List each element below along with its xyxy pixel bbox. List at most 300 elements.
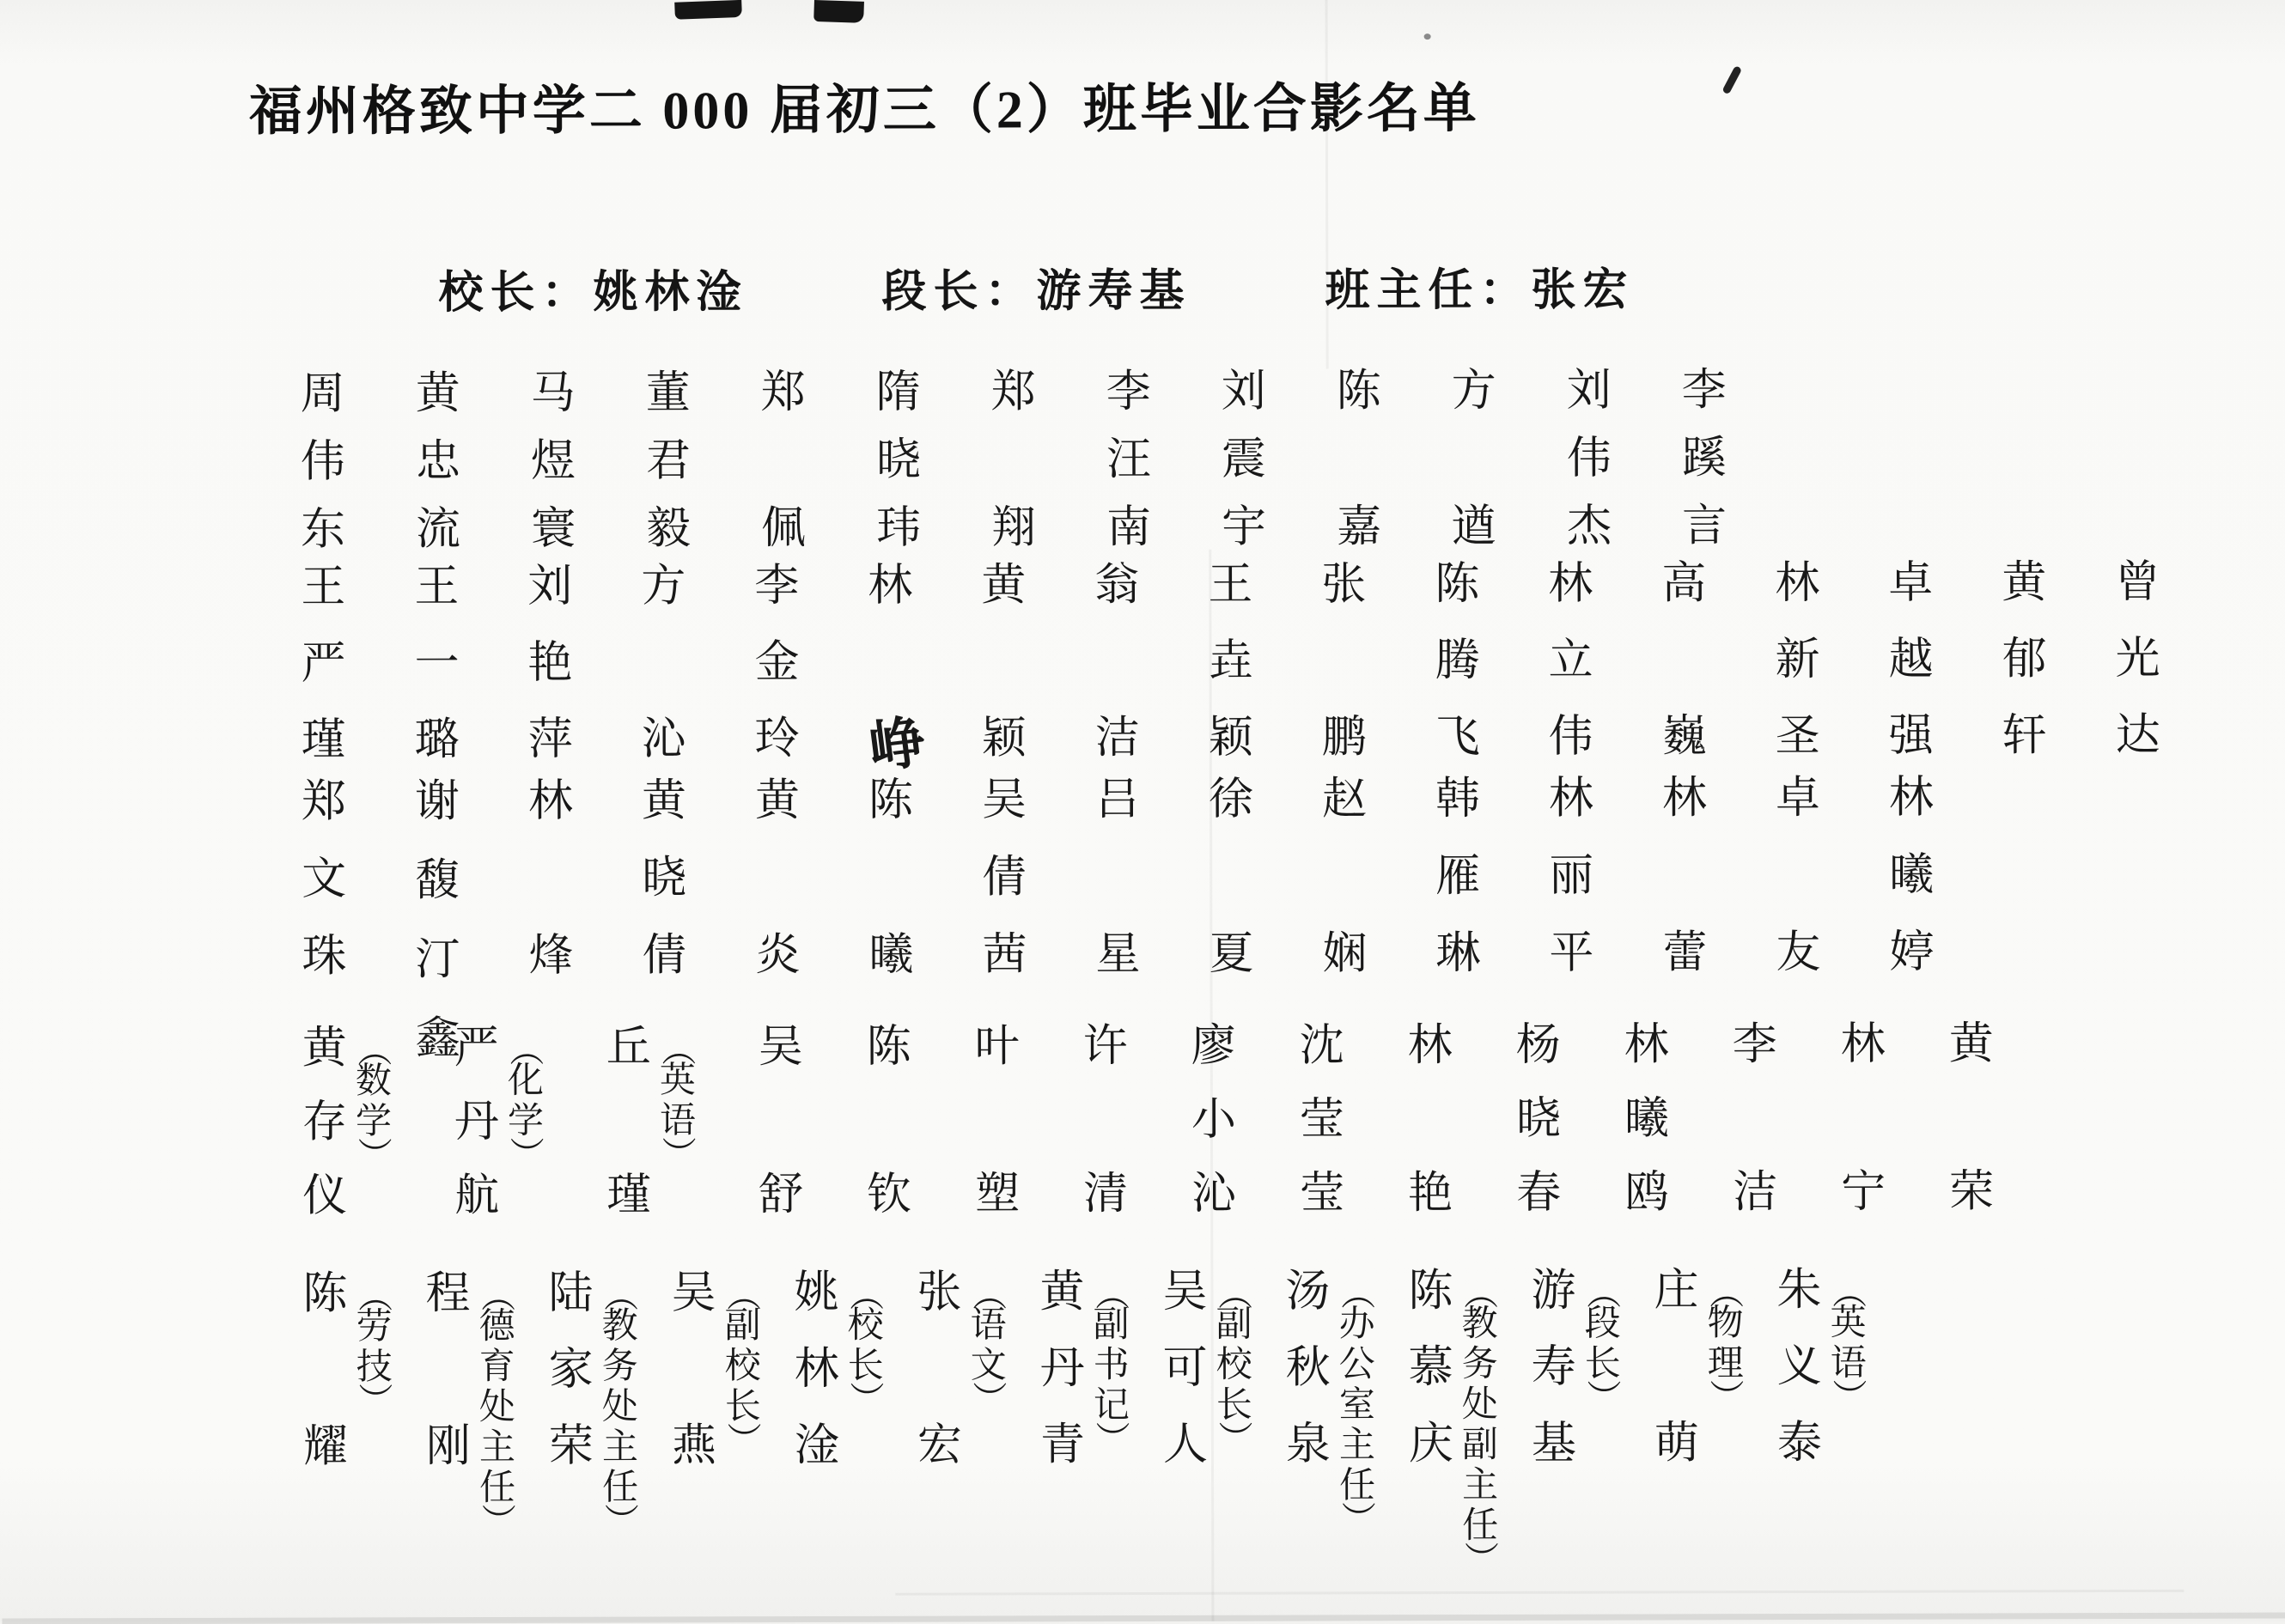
name-character: 鸥: [1624, 1168, 1670, 1218]
name-character: 颖: [1208, 713, 1253, 763]
name-character: 洁: [1094, 714, 1140, 763]
role-character: 英: [1830, 1303, 1867, 1343]
student-entry: [1319, 776, 1370, 977]
role-character: 处: [1461, 1384, 1498, 1426]
name-character: 烽: [528, 931, 574, 981]
name-character: 陈: [1336, 367, 1381, 417]
student-entry: [1206, 777, 1257, 978]
student-name: [525, 564, 576, 763]
name-character: 一: [414, 639, 460, 689]
vertical-paren: （: [845, 1276, 886, 1311]
role-character: 教: [1461, 1304, 1498, 1345]
role-character: 处: [478, 1387, 515, 1428]
name-character: 仪: [302, 1171, 348, 1221]
student-entry: [756, 1025, 807, 1219]
student-entry: [979, 777, 1030, 978]
role-character: 理: [1707, 1344, 1744, 1384]
vertical-paren: ）: [1829, 1378, 1868, 1414]
student-entry: [972, 1024, 1023, 1218]
name-character: 友: [1776, 928, 1821, 978]
role-label: [722, 1276, 763, 1469]
scan-artifact-tick: [1721, 65, 1742, 94]
role-character: 任: [1338, 1466, 1376, 1506]
name-character: 黄: [302, 1024, 347, 1074]
vertical-paren: （: [1337, 1274, 1377, 1310]
role-character: 技: [356, 1347, 393, 1388]
name-character: 立: [1548, 636, 1593, 685]
name-character: 卓: [1775, 773, 1821, 824]
student-entry: [1660, 776, 1710, 976]
student-name: [1432, 559, 1483, 763]
vertical-paren: ）: [1583, 1379, 1623, 1414]
vertical-paren: ）: [1706, 1378, 1746, 1414]
student-name: [1081, 1024, 1131, 1218]
student-name: [1104, 369, 1155, 551]
student-name: [1838, 1019, 1889, 1217]
name-character: 杨: [1515, 1020, 1561, 1070]
role-label: [354, 1277, 394, 1470]
name-character: 垚: [1208, 636, 1253, 686]
name-character: 星: [1095, 930, 1141, 980]
name-character: 吴: [981, 776, 1027, 825]
role-character: 段: [1584, 1304, 1621, 1344]
student-entry: [639, 778, 690, 979]
student-entry: [452, 1025, 546, 1220]
name-character: 南: [1106, 502, 1152, 553]
student-name: [1514, 1020, 1564, 1218]
vertical-paren: ）: [658, 1135, 698, 1171]
student-entry: [1999, 560, 2050, 759]
name-character: 春: [1516, 1168, 1562, 1218]
name-character: 李: [1681, 366, 1727, 416]
vertical-paren: ）: [723, 1421, 763, 1457]
staff-name: [545, 1268, 596, 1471]
role-character: 任: [478, 1468, 516, 1509]
student-entry: [1773, 773, 1824, 978]
role-label: [1828, 1274, 1868, 1467]
class-teacher-label: 班主任：张宏: [1325, 265, 1635, 316]
name-character: 基: [1531, 1419, 1577, 1469]
name-character: 泰: [1776, 1418, 1823, 1469]
name-character: 丹: [1039, 1344, 1085, 1394]
name-character: 陈: [866, 1022, 911, 1072]
role-label: [1214, 1275, 1254, 1469]
name-character: 金: [754, 638, 800, 688]
role-character: 物: [1707, 1304, 1744, 1344]
student-name: [643, 370, 694, 552]
name-character: 萍: [527, 715, 573, 764]
vertical-paren: ）: [600, 1503, 640, 1538]
staff-entry: [1528, 1268, 1623, 1468]
name-character: 毅: [646, 504, 692, 554]
name-character: 曦: [1624, 1094, 1670, 1144]
name-character: 隋: [875, 368, 921, 417]
staff-name: [300, 1271, 350, 1470]
role-character: 校: [724, 1347, 761, 1387]
role-label: [1091, 1275, 1131, 1469]
name-character: 方: [641, 562, 686, 611]
student-name: [1999, 560, 2050, 759]
name-character: 琳: [1435, 928, 1481, 979]
student-entry: [604, 1025, 698, 1219]
student-entry: [1433, 776, 1484, 977]
role-label: [1582, 1274, 1623, 1468]
name-character: 晓: [642, 854, 687, 903]
student-entry: [412, 779, 463, 1062]
vertical-paren: ）: [506, 1136, 545, 1171]
student-name: [1947, 1021, 1997, 1215]
staff-name: [1528, 1268, 1579, 1468]
name-character: 伟: [1548, 712, 1593, 762]
role-character: 记: [1093, 1386, 1130, 1426]
name-character: 小: [1191, 1095, 1237, 1145]
name-character: 黄: [2002, 558, 2047, 608]
name-character: 林: [527, 776, 574, 826]
name-character: 存: [302, 1098, 348, 1147]
student-entry: [1947, 1021, 1997, 1215]
student-name: [1205, 560, 1256, 763]
name-character: 陆: [548, 1268, 594, 1318]
name-character: 林: [868, 561, 913, 611]
name-character: 珠: [302, 932, 347, 982]
name-character: 周: [300, 369, 345, 419]
student-name: [753, 778, 803, 979]
name-character: 李: [754, 562, 800, 611]
staff-entry: [300, 1271, 394, 1470]
name-character: 晓: [875, 435, 922, 485]
name-character: 遒: [1452, 502, 1497, 552]
staff-name: [1651, 1268, 1702, 1467]
name-character: 沁: [641, 715, 686, 764]
name-character: 宏: [917, 1420, 963, 1470]
name-character: 强: [1888, 711, 1934, 761]
staff-entry: [1405, 1267, 1500, 1576]
name-character: 玮: [876, 503, 922, 553]
name-character: 言: [1682, 502, 1727, 551]
staff-name: [1774, 1265, 1825, 1469]
name-character: 汪: [1106, 435, 1152, 485]
name-character: 朱: [1776, 1265, 1822, 1316]
staff-name: [1037, 1269, 1088, 1469]
role-character: 长: [724, 1387, 761, 1427]
student-entry: [1730, 1022, 1781, 1216]
student-name: [604, 1025, 655, 1219]
name-character: 汤: [1285, 1267, 1331, 1317]
name-character: 宁: [1841, 1167, 1886, 1217]
student-name: [866, 778, 917, 979]
vertical-paren: （: [354, 1277, 394, 1312]
name-character: 姚: [794, 1268, 839, 1318]
staff-name: [668, 1270, 719, 1469]
name-character: 曦: [868, 930, 914, 980]
student-name: [298, 564, 349, 763]
name-character: 王: [414, 563, 460, 612]
student-name: [1093, 777, 1143, 978]
role-character: 主: [1461, 1465, 1499, 1506]
student-name: [1319, 776, 1370, 977]
name-character: 吴: [1162, 1267, 1208, 1317]
student-entry: [1205, 560, 1256, 763]
name-character: 谢: [414, 777, 460, 827]
name-character: 陈: [302, 1269, 348, 1319]
name-character: 刘: [527, 562, 573, 611]
student-entry: [1886, 773, 1937, 977]
student-name: [528, 368, 579, 554]
student-entry: [1219, 369, 1270, 551]
vertical-paren: （: [1091, 1275, 1131, 1311]
scan-streak: [895, 1590, 2184, 1596]
student-entry: [1405, 1023, 1456, 1217]
name-character: 义: [1776, 1341, 1822, 1392]
student-name: [1449, 368, 1500, 550]
student-name: [1189, 1021, 1240, 1219]
name-character: 鑫: [415, 1014, 460, 1064]
name-character: 严: [454, 1023, 499, 1074]
student-name: [526, 776, 576, 981]
name-character: 黄: [1039, 1268, 1085, 1317]
student-name: [978, 563, 1029, 762]
vertical-paren: （: [1828, 1274, 1868, 1309]
name-character: 婷: [1889, 928, 1935, 977]
staff-name: [1283, 1268, 1333, 1468]
name-character: 轩: [2002, 711, 2047, 761]
name-character: 陈: [1435, 559, 1480, 610]
name-character: 丽: [1549, 851, 1594, 901]
principal-label: 校长：姚林淦: [438, 268, 748, 319]
name-character: 夏: [1209, 929, 1254, 979]
name-character: 玲: [754, 715, 800, 764]
role-label: [658, 1031, 698, 1219]
name-character: 寰: [531, 504, 576, 554]
vertical-paren: （: [354, 1031, 393, 1067]
name-character: 家: [548, 1345, 594, 1395]
role-label: [968, 1275, 1008, 1469]
student-entry: [865, 561, 930, 781]
role-character: 劳: [356, 1307, 393, 1347]
name-character: 宇: [1222, 502, 1267, 552]
student-name: [2112, 557, 2163, 761]
student-name: [411, 564, 462, 763]
name-character: 君: [645, 436, 692, 486]
name-character: 严: [301, 639, 346, 689]
role-character: 务: [601, 1347, 638, 1387]
student-name: [979, 777, 1030, 978]
student-name: [989, 369, 1039, 551]
student-name: [1772, 558, 1823, 762]
name-character: 新: [1775, 635, 1820, 685]
staff-entry: [1651, 1268, 1746, 1467]
name-character: 陈: [1408, 1267, 1453, 1317]
role-character: 校: [847, 1305, 884, 1346]
role-character: 育: [478, 1347, 515, 1388]
name-character: 韩: [1435, 774, 1481, 824]
name-character: 刚: [425, 1422, 472, 1472]
name-character: 瑾: [301, 715, 346, 765]
role-character: 语: [659, 1101, 697, 1141]
name-character: 钦: [867, 1170, 912, 1220]
student-name: [972, 1024, 1023, 1218]
name-character: 清: [1083, 1170, 1129, 1220]
name-character: 方: [1451, 366, 1496, 417]
student-name: [874, 370, 924, 552]
student-name: [752, 563, 802, 763]
vertical-paren: （: [1705, 1274, 1746, 1309]
name-character: 炎: [755, 931, 801, 981]
student-entry: [643, 370, 694, 552]
role-character: 学: [507, 1101, 545, 1141]
name-character: 卓: [1888, 558, 1934, 608]
role-character: 语: [970, 1305, 1007, 1346]
staff-entry: [423, 1269, 517, 1538]
student-entry: [874, 370, 924, 552]
student-name: [864, 1022, 915, 1220]
student-name: [1886, 558, 1936, 761]
student-name: [300, 1025, 350, 1220]
name-character: 瑾: [606, 1171, 652, 1220]
name-character: 廖: [1191, 1021, 1236, 1071]
student-entry: [1319, 562, 1369, 761]
vertical-paren: （: [658, 1031, 698, 1066]
name-character: 林: [1661, 774, 1708, 824]
name-character: 飞: [1435, 712, 1480, 763]
student-entry: [298, 371, 349, 553]
name-character: 蕾: [1662, 928, 1708, 978]
scan-artifact-top-mark: [674, 0, 742, 20]
role-label: [845, 1276, 886, 1469]
student-entry: [864, 1022, 915, 1220]
vertical-paren: ）: [1460, 1541, 1500, 1576]
student-entry: [753, 778, 803, 979]
name-character: 震: [1221, 435, 1267, 484]
name-character: 黄: [415, 369, 460, 419]
name-character: 平: [1549, 928, 1594, 978]
role-character: 校: [1216, 1345, 1252, 1385]
name-character: 峥: [865, 711, 930, 781]
name-character: 王: [301, 563, 346, 612]
role-character: 主: [601, 1427, 638, 1468]
vertical-paren: ）: [355, 1382, 394, 1417]
student-entry: [1546, 776, 1597, 977]
staff-name: [1405, 1268, 1456, 1468]
student-entry: [1081, 1024, 1131, 1218]
student-name: [1219, 369, 1270, 551]
role-label: [354, 1031, 394, 1220]
name-character: 泉: [1285, 1420, 1331, 1469]
role-character: 副: [1093, 1305, 1130, 1346]
student-name: [1679, 368, 1730, 550]
staff-entry: [791, 1270, 886, 1469]
name-row-5: [300, 1265, 1868, 1576]
grade-director-label: 段长：游寿基: [881, 266, 1191, 317]
vertical-paren: （: [1582, 1274, 1623, 1310]
name-character: 颖: [981, 714, 1027, 763]
name-character: 黄: [754, 776, 801, 826]
name-character: 林: [1840, 1019, 1886, 1069]
name-character: 徐: [1208, 775, 1254, 824]
student-name: [1622, 1022, 1673, 1216]
vertical-paren: ）: [969, 1380, 1008, 1416]
role-character: 学: [355, 1102, 393, 1142]
student-name: [1319, 562, 1369, 761]
student-name: [1886, 773, 1937, 977]
name-character: 郑: [990, 368, 1036, 417]
page-title: 福州格致中学二 000 届初三（2）班毕业合影名单: [248, 79, 1480, 142]
vertical-paren: ）: [478, 1503, 517, 1538]
student-entry: [300, 1025, 394, 1220]
name-character: 晓: [1515, 1094, 1562, 1144]
name-character: 圣: [1775, 711, 1820, 762]
name-character: 茜: [982, 930, 1027, 980]
name-character: 程: [425, 1269, 471, 1319]
vertical-paren: （: [600, 1277, 640, 1312]
name-character: 倩: [982, 853, 1027, 903]
name-character: 秋: [1285, 1343, 1331, 1393]
role-character: 副: [1461, 1425, 1498, 1466]
student-entry: [1297, 1023, 1348, 1217]
name-character: 腾: [1435, 636, 1480, 686]
student-name: [1297, 1023, 1348, 1217]
student-entry: [1334, 368, 1385, 550]
name-character: 吴: [671, 1268, 716, 1318]
student-name: [1564, 368, 1615, 550]
student-entry: [1514, 1020, 1564, 1218]
name-character: 艳: [527, 638, 573, 688]
vertical-paren: （: [1214, 1275, 1254, 1311]
student-entry: [1432, 559, 1483, 763]
role-character: 英: [659, 1061, 696, 1101]
name-character: 汀: [415, 935, 460, 985]
role-character: 书: [1093, 1346, 1130, 1386]
staff-entry: [668, 1270, 763, 1469]
name-character: 赵: [1321, 775, 1368, 824]
name-character: 陈: [868, 776, 914, 825]
role-label: [1337, 1274, 1377, 1536]
name-character: 荣: [1949, 1167, 1995, 1217]
name-character: 马: [530, 368, 576, 418]
name-character: 丹: [454, 1097, 500, 1147]
student-name: [756, 1025, 807, 1219]
role-character: 语: [1830, 1343, 1867, 1384]
name-character: 东: [301, 505, 346, 555]
name-character: 庆: [1408, 1420, 1454, 1469]
name-character: 洁: [1733, 1168, 1778, 1218]
name-character: 人: [1162, 1420, 1209, 1469]
name-character: 忠: [415, 437, 461, 487]
student-name: [1433, 776, 1484, 977]
name-character: 嘉: [1337, 502, 1382, 552]
name-character: 刘: [1221, 367, 1266, 417]
student-entry: [299, 779, 350, 980]
name-character: 刘: [1566, 366, 1612, 416]
name-character: 寿: [1531, 1342, 1576, 1392]
scan-artifact-top-mark: [813, 0, 864, 23]
role-character: 数: [355, 1061, 392, 1102]
name-character: 李: [1106, 367, 1151, 417]
staff-entry: [914, 1269, 1008, 1469]
role-character: 长: [1584, 1344, 1621, 1384]
name-character: 达: [2115, 710, 2160, 761]
name-character: 许: [1082, 1022, 1128, 1072]
name-character: 倩: [642, 931, 687, 981]
student-entry: [752, 563, 802, 763]
name-character: 林: [1888, 773, 1935, 823]
name-character: 沈: [1299, 1021, 1344, 1071]
student-name: [1405, 1023, 1456, 1217]
name-character: 艳: [1408, 1169, 1453, 1219]
name-character: 黄: [981, 561, 1027, 611]
name-character: 塑: [975, 1170, 1021, 1220]
name-character: 伟: [300, 437, 346, 487]
